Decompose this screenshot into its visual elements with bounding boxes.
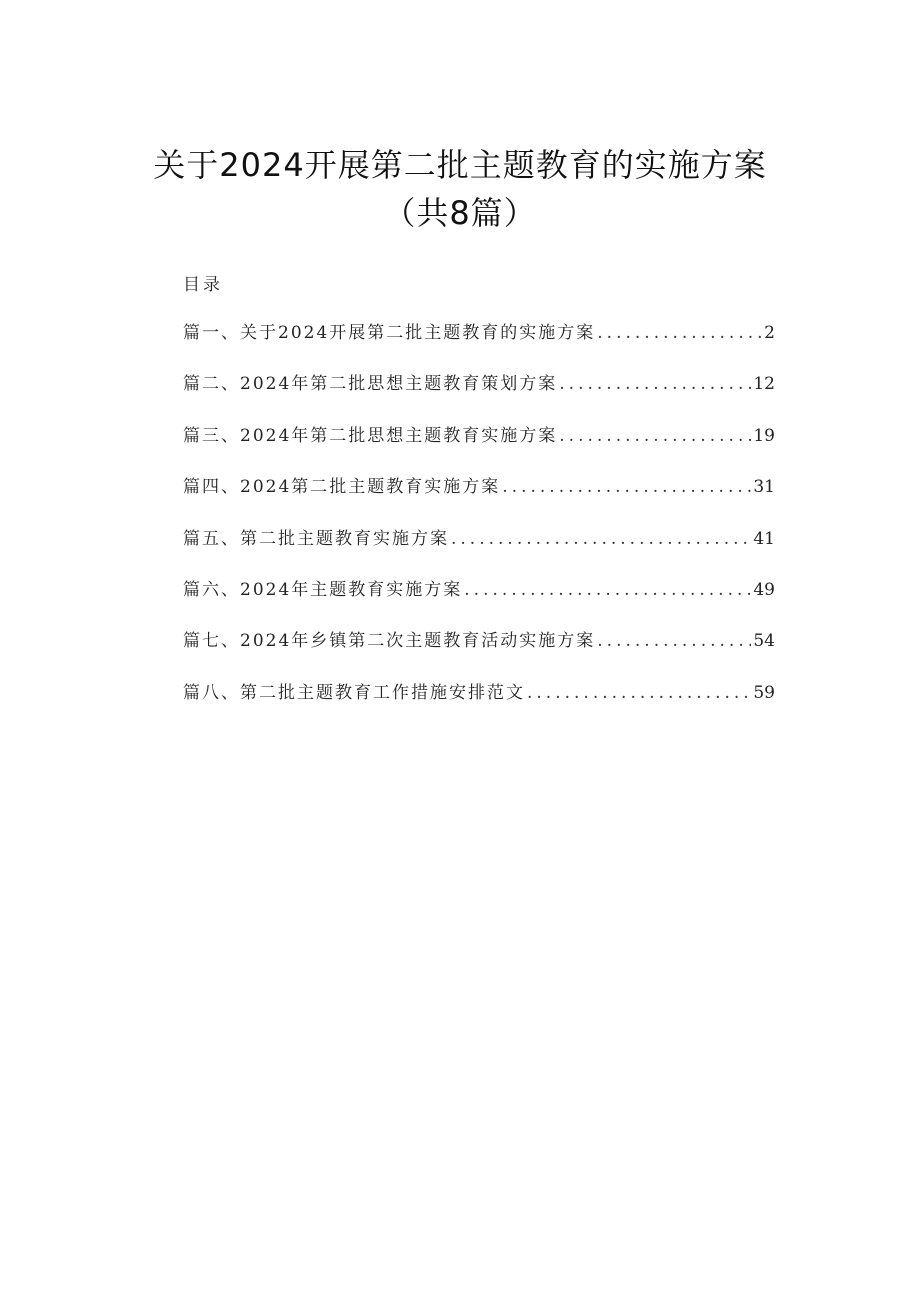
toc-entry-4[interactable] bbox=[183, 472, 775, 523]
toc-entry-label: 篇三、2024年第二批思想主题教育实施方案 bbox=[183, 425, 558, 446]
toc-entry-6[interactable] bbox=[183, 575, 775, 626]
toc-page-number: 41 bbox=[753, 528, 775, 549]
toc-leader-dots bbox=[597, 631, 751, 651]
toc-page-number: 59 bbox=[753, 682, 775, 703]
toc-entry-label: 篇二、2024年第二批思想主题教育策划方案 bbox=[183, 374, 558, 395]
toc-entry-label: 篇一、关于2024开展第二批主题教育的实施方案 bbox=[183, 323, 596, 343]
toc-page-number: 31 bbox=[753, 477, 775, 498]
toc-page-number: 2 bbox=[764, 323, 775, 343]
toc-page-number: 12 bbox=[753, 374, 775, 395]
toc-leader-dots bbox=[451, 529, 751, 549]
document-subtitle: （共8篇） bbox=[383, 194, 537, 232]
toc-entry-1[interactable] bbox=[183, 318, 775, 369]
toc-page-number: 49 bbox=[753, 579, 775, 600]
toc-entry-5[interactable] bbox=[183, 524, 775, 575]
toc-heading: 目录 bbox=[183, 275, 223, 295]
toc-entry-2[interactable] bbox=[183, 369, 775, 420]
toc-entry-8[interactable] bbox=[183, 678, 775, 729]
document-title: 关于2024开展第二批主题教育的实施方案 bbox=[153, 146, 767, 184]
toc-entry-3[interactable] bbox=[183, 421, 775, 472]
toc-entry-label: 篇八、第二批主题教育工作措施安排范文 bbox=[183, 682, 525, 703]
toc-entry-label: 篇四、2024第二批主题教育实施方案 bbox=[183, 477, 501, 498]
toc-entry-label: 篇六、2024年主题教育实施方案 bbox=[183, 579, 463, 600]
toc-entry-7[interactable] bbox=[183, 626, 775, 677]
table-of-contents bbox=[183, 318, 775, 729]
toc-page-number: 19 bbox=[753, 425, 775, 446]
toc-leader-dots bbox=[597, 323, 762, 343]
toc-leader-dots bbox=[464, 580, 751, 600]
toc-leader-dots bbox=[559, 374, 751, 394]
toc-leader-dots bbox=[527, 683, 751, 703]
toc-leader-dots bbox=[502, 477, 751, 497]
toc-entry-label: 篇五、第二批主题教育实施方案 bbox=[183, 528, 449, 549]
toc-leader-dots bbox=[559, 426, 751, 446]
toc-entry-label: 篇七、2024年乡镇第二次主题教育活动实施方案 bbox=[183, 631, 596, 652]
toc-page-number: 54 bbox=[753, 631, 775, 652]
